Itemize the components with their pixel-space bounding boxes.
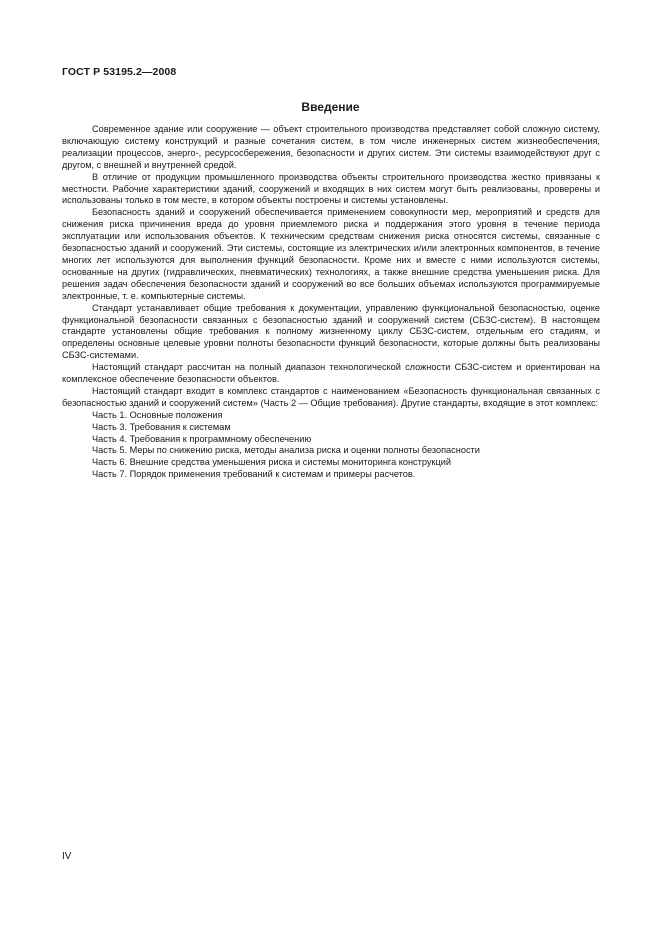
paragraph-2: В отличие от продукции промышленного производства объекты строительного производства жестко привязаны к местности. Рабочие характеристики зданий, сооружений и входящих в них систем могут быть реализованы, проверены и использованы только в том месте, в котором объекты построены и системы установлены. xyxy=(62,171,600,206)
list-item: Часть 4. Требования к программному обеспечению xyxy=(92,433,312,444)
document-code: ГОСТ Р 53195.2—2008 xyxy=(62,66,177,78)
parts-list xyxy=(62,410,600,481)
paragraph-4: Стандарт устанавливает общие требования к документации, управлению функциональной безопасностью, оценке функциональной безопасности связанных с безопасностью зданий и сооружений систем (СБЗС-систем). В настоящем стандарте установлены общие требования к полному жизненному циклу СБЗС-систем, отдельным его стадиям, и определены основные целевые уровни полноты безопасности функций безопасности, которые должны быть реализованы СБЗС-системами. xyxy=(62,302,600,361)
body-text xyxy=(62,124,600,481)
list-item: Часть 7. Порядок применения требований к системам и примеры расчетов. xyxy=(92,469,416,480)
section-title: Введение xyxy=(301,100,360,114)
list-item: Часть 1. Основные положения xyxy=(92,409,223,420)
list-item: Часть 5. Меры по снижению риска, методы анализа риска и оценки полноты безопасности xyxy=(92,445,480,456)
paragraph-5: Настоящий стандарт рассчитан на полный диапазон технологической сложности СБЗС-систем и ориентирован на комплексное обеспечение безопасности объектов. xyxy=(62,362,600,385)
paragraph-1: Современное здание или сооружение — объект строительного производства представляет собой сложную систему, включающую систему конструкций и разные сочетания систем, в том числе инженерных систем жизнеобеспечения, реализации процессов, энерго-, ресурсосбережения, безопасности и других систем. Эти системы взаимодействуют друг с другом, с внешней и внутренней средой. xyxy=(62,124,600,170)
list-item: Часть 3. Требования к системам xyxy=(92,421,231,432)
paragraph-3: Безопасность зданий и сооружений обеспечивается применением совокупности мер, мероприятий и средств для снижения риска причинения вреда до уровня приемлемого риска и поддержания этого уровня в течение периода эксплуатации или использования объектов. К техническим средствам снижения риска относятся системы, связанные с безопасностью зданий и сооружений. Эти системы, состоящие из электрических и/или электронных компонентов, в течение многих лет используются для выполнения функций безопасности. Кроме них и вместе с ними используются системы, основанные на других (гидравлических, пневматических) технологиях, а также внешние средства уменьшения риска. Для решения задач обеспечения безопасности зданий и сооружений во все больших объемах используются программируемые электронные, т. е. компьютерные системы. xyxy=(62,207,600,301)
paragraph-6: Настоящий стандарт входит в комплекс стандартов с наименованием «Безопасность функциональная связанных с безопасностью зданий и сооружений систем» (Часть 2 — Общие требования). Другие стандарты, входящие в этот комплекс: xyxy=(62,385,600,408)
list-item: Часть 6. Внешние средства уменьшения риска и системы мониторинга конструкций xyxy=(92,457,451,468)
page-number: IV xyxy=(62,851,72,862)
